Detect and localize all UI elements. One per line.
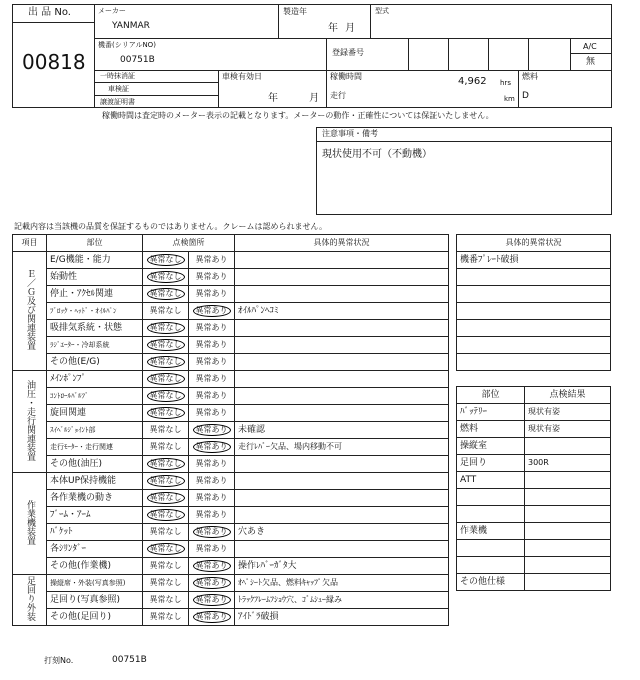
abnormal-cell — [189, 524, 235, 541]
distance-label: 走行 — [330, 91, 346, 100]
inspection-row — [13, 456, 449, 473]
abnormal-mark: 異常あり — [195, 340, 228, 349]
detail-cell: 走行ﾚﾊﾞｰ欠品、場内移動不可 — [235, 439, 449, 456]
abnormal-mark: 異常あり — [193, 526, 231, 538]
normal-cell — [143, 388, 189, 405]
transfer-cert-label: 譲渡証明書 — [100, 98, 135, 106]
part-cell: 本体UP保持機能 — [47, 473, 143, 490]
model-label: 型式 — [375, 7, 389, 15]
inspection-row — [13, 473, 449, 490]
abnormal-cell — [189, 354, 235, 371]
inspection-row — [13, 388, 449, 405]
check-part: ﾊﾞｯﾃﾘｰ — [457, 404, 525, 421]
detail-cell: ﾄﾗｯｸﾌﾚｰﾑﾌｼｮｳ穴、ｺﾞﾑｼｭｰ縁み — [235, 592, 449, 609]
detail-row — [457, 354, 611, 371]
header-item: 項目 — [13, 235, 47, 252]
inspection-row — [13, 541, 449, 558]
inspection-row — [13, 269, 449, 286]
check-result: 現状有姿 — [525, 421, 611, 438]
detail-cell — [235, 507, 449, 524]
abnormal-mark: 異常あり — [195, 289, 228, 298]
abnormal-cell — [189, 575, 235, 592]
abnormal-cell — [189, 388, 235, 405]
detail-cell — [235, 490, 449, 507]
abnormal-mark: 異常あり — [193, 577, 231, 589]
normal-mark: 異常なし — [147, 509, 185, 521]
inspection-row — [13, 354, 449, 371]
check-row — [457, 489, 611, 506]
detail-cell: ｱｲﾄﾞﾗ破損 — [235, 609, 449, 626]
group-name: 作業機装置 — [25, 499, 35, 545]
inspection-row — [13, 609, 449, 626]
check-row — [457, 421, 611, 438]
inspection-row — [13, 575, 449, 592]
normal-mark: 異常なし — [147, 254, 185, 266]
detail-cell — [235, 541, 449, 558]
check-row — [457, 472, 611, 489]
inspection-row — [13, 524, 449, 541]
detail-cell: ｵｲﾙﾊﾟﾝﾍｺﾐ — [235, 303, 449, 320]
part-cell: ﾊﾞｹｯﾄ — [47, 524, 143, 541]
normal-cell — [143, 558, 189, 575]
inspection-row — [13, 252, 449, 269]
check-row — [457, 523, 611, 540]
vehicle-cert-label: 車検証 — [108, 85, 129, 93]
normal-cell — [143, 337, 189, 354]
normal-mark: 異常なし — [147, 339, 185, 351]
part-cell: 各ｼﾘﾝﾀﾞｰ — [47, 541, 143, 558]
normal-mark: 異常なし — [149, 425, 182, 434]
normal-mark: 異常なし — [149, 527, 182, 536]
part-cell: ﾌﾞｰﾑ・ｱｰﾑ — [47, 507, 143, 524]
check-part: 燃料 — [457, 421, 525, 438]
group-name: 足回り外装 — [25, 576, 35, 621]
part-cell: その他(油圧) — [47, 456, 143, 473]
inspection-row — [13, 320, 449, 337]
inspection-table — [12, 234, 449, 626]
check-result: 300R — [525, 455, 611, 472]
detail-text: 機番ﾌﾟﾚｰﾄ破損 — [457, 252, 611, 269]
part-cell: 吸排気系統・状態 — [47, 320, 143, 337]
fuel-label: 燃料 — [522, 72, 538, 81]
part-cell: ﾗｼﾞｴｰﾀｰ・冷却系統 — [47, 337, 143, 354]
abnormal-mark: 異常あり — [193, 611, 231, 623]
abnormal-cell — [189, 456, 235, 473]
check-result: 現状有姿 — [525, 404, 611, 421]
check-part — [457, 506, 525, 523]
check-row — [457, 506, 611, 523]
abnormal-mark: 異常あり — [195, 459, 228, 468]
detail-text — [457, 303, 611, 320]
normal-cell — [143, 524, 189, 541]
detail-cell — [235, 354, 449, 371]
abnormal-cell — [189, 609, 235, 626]
inspection-row — [13, 303, 449, 320]
abnormal-mark: 異常あり — [193, 594, 231, 606]
part-cell: その他(足回り) — [47, 609, 143, 626]
check-part: 足回り — [457, 455, 525, 472]
detail-text — [457, 320, 611, 337]
check-row — [457, 438, 611, 455]
ac-label: A/C — [583, 42, 597, 51]
detail-cell — [235, 388, 449, 405]
reg-label: 登録番号 — [332, 48, 364, 57]
normal-cell — [143, 252, 189, 269]
inspection-row — [13, 558, 449, 575]
remarks-text: 現状使用不可（不動機） — [322, 149, 432, 160]
detail-cell: 穴あき — [235, 524, 449, 541]
check-result — [525, 472, 611, 489]
check-header-part: 部位 — [457, 387, 525, 404]
remarks-label: 注意事項・備考 — [322, 129, 378, 138]
hours-value: 4,962 — [458, 76, 487, 87]
normal-mark: 異常なし — [149, 442, 182, 451]
check-result — [525, 506, 611, 523]
detail-cell — [235, 371, 449, 388]
detail-cell — [235, 320, 449, 337]
normal-cell — [143, 490, 189, 507]
abnormal-cell — [189, 252, 235, 269]
part-cell: ﾒｲﾝﾎﾟﾝﾌﾟ — [47, 371, 143, 388]
check-results-table — [456, 386, 611, 591]
abnormal-mark: 異常あり — [193, 305, 231, 317]
fuel-value: D — [522, 91, 529, 101]
check-part: ATT — [457, 472, 525, 489]
normal-mark: 異常なし — [149, 612, 182, 621]
part-cell: 各作業機の動き — [47, 490, 143, 507]
abnormal-mark: 異常あり — [193, 441, 231, 453]
normal-mark: 異常なし — [147, 492, 185, 504]
check-result — [525, 438, 611, 455]
normal-cell — [143, 592, 189, 609]
check-part — [457, 557, 525, 574]
check-header-result: 点検結果 — [525, 387, 611, 404]
maker-value: YANMAR — [112, 21, 150, 31]
right-detail-table — [456, 234, 611, 371]
listing-no: 00818 — [22, 50, 86, 74]
detail-text — [457, 337, 611, 354]
abnormal-cell — [189, 558, 235, 575]
abnormal-cell — [189, 320, 235, 337]
hours-unit: hrs — [500, 79, 511, 87]
normal-cell — [143, 422, 189, 439]
inspection-label: 車検有効日 — [222, 72, 262, 81]
normal-cell — [143, 320, 189, 337]
part-cell: ｽｲﾍﾞﾙｼﾞｮｲﾝﾄ部 — [47, 422, 143, 439]
abnormal-cell — [189, 507, 235, 524]
inspection-suffix: 年 月 — [268, 93, 334, 104]
normal-cell — [143, 269, 189, 286]
detail-text — [457, 286, 611, 303]
part-cell: ﾌﾞﾛｯｸ・ﾍｯﾄﾞ・ｵｲﾙﾊﾟﾝ — [47, 303, 143, 320]
normal-mark: 異常なし — [147, 356, 185, 368]
inspection-header-row — [13, 235, 449, 252]
detail-row — [457, 286, 611, 303]
inspection-row — [13, 490, 449, 507]
normal-cell — [143, 507, 189, 524]
group-name: Ｅ／Ｇ及び関連装置 — [25, 269, 35, 350]
normal-mark: 異常なし — [147, 373, 185, 385]
inspection-row — [13, 286, 449, 303]
part-cell: 操縦席・外装(写真参照) — [47, 575, 143, 592]
abnormal-mark: 異常あり — [195, 476, 228, 485]
abnormal-cell — [189, 592, 235, 609]
abnormal-cell — [189, 371, 235, 388]
part-cell: 始動性 — [47, 269, 143, 286]
abnormal-cell — [189, 541, 235, 558]
part-cell: その他(作業機) — [47, 558, 143, 575]
normal-cell — [143, 303, 189, 320]
normal-cell — [143, 371, 189, 388]
detail-cell — [235, 405, 449, 422]
normal-cell — [143, 354, 189, 371]
part-cell: ｺﾝﾄﾛｰﾙﾊﾞﾙﾌﾞ — [47, 388, 143, 405]
check-part: 作業機 — [457, 523, 525, 540]
group-name: 油圧・走行関連装置 — [25, 379, 35, 461]
detail-cell: ｵﾍﾟｼｰﾄ欠品、燃料ｷｬｯﾌﾟ欠品 — [235, 575, 449, 592]
detail-text — [457, 354, 611, 371]
ac-value: 無 — [586, 57, 596, 67]
detail-row — [457, 252, 611, 269]
group-label — [13, 371, 47, 473]
check-row — [457, 557, 611, 574]
normal-mark: 異常なし — [147, 322, 185, 334]
check-row — [457, 404, 611, 421]
normal-mark: 異常なし — [147, 390, 185, 402]
check-result — [525, 540, 611, 557]
abnormal-cell — [189, 490, 235, 507]
detail-cell — [235, 456, 449, 473]
abnormal-mark: 異常あり — [195, 493, 228, 502]
normal-cell — [143, 541, 189, 558]
year-label: 製造年 — [283, 7, 307, 16]
check-part: その他仕様 — [457, 574, 525, 591]
check-result — [525, 574, 611, 591]
abnormal-cell — [189, 337, 235, 354]
abnormal-mark: 異常あり — [195, 510, 228, 519]
hours-notice: 稼働時間は査定時のメーター表示の記載となります。メーターの動作・正確性については保証いたしません。 — [102, 111, 494, 120]
group-label — [13, 473, 47, 575]
abnormal-cell — [189, 405, 235, 422]
abnormal-cell — [189, 439, 235, 456]
normal-cell — [143, 473, 189, 490]
normal-mark: 異常なし — [149, 561, 182, 570]
abnormal-mark: 異常あり — [195, 357, 228, 366]
serial-value: 00751B — [120, 55, 155, 65]
normal-cell — [143, 439, 189, 456]
inspection-row — [13, 422, 449, 439]
abnormal-mark: 異常あり — [193, 560, 231, 572]
normal-mark: 異常なし — [147, 543, 185, 555]
normal-mark: 異常なし — [147, 475, 185, 487]
detail-cell: 操作ﾚﾊﾞｰｶﾞﾀ大 — [235, 558, 449, 575]
normal-cell — [143, 286, 189, 303]
detail-header: 具体的異常状況 — [457, 235, 611, 252]
normal-cell — [143, 609, 189, 626]
listing-no-label: 出 品 No. — [28, 7, 71, 18]
abnormal-mark: 異常あり — [195, 408, 228, 417]
normal-mark: 異常なし — [147, 407, 185, 419]
temp-cert-label: 一時抹消証 — [100, 72, 135, 80]
maker-label: メーカー — [98, 7, 126, 15]
check-row — [457, 540, 611, 557]
abnormal-mark: 異常あり — [195, 255, 228, 264]
check-part — [457, 489, 525, 506]
inspection-row — [13, 337, 449, 354]
normal-cell — [143, 456, 189, 473]
detail-row — [457, 269, 611, 286]
detail-cell — [235, 269, 449, 286]
abnormal-mark: 異常あり — [195, 323, 228, 332]
normal-mark: 異常なし — [149, 578, 182, 587]
check-part — [457, 540, 525, 557]
part-cell: その他(E/G) — [47, 354, 143, 371]
group-label — [13, 575, 47, 626]
inspection-row — [13, 439, 449, 456]
detail-cell — [235, 473, 449, 490]
abnormal-cell — [189, 473, 235, 490]
part-cell: 停止・ｱｸｾﾙ関連 — [47, 286, 143, 303]
normal-mark: 異常なし — [147, 288, 185, 300]
normal-mark: 異常なし — [147, 458, 185, 470]
detail-row — [457, 320, 611, 337]
km-unit: km — [504, 95, 515, 103]
detail-row — [457, 337, 611, 354]
abnormal-cell — [189, 303, 235, 320]
abnormal-mark: 異常あり — [195, 544, 228, 553]
detail-cell — [235, 337, 449, 354]
header-part: 部位 — [47, 235, 143, 252]
inspection-row — [13, 507, 449, 524]
serial-label: 機番(シリアルNO) — [98, 41, 156, 49]
detail-text — [457, 269, 611, 286]
normal-cell — [143, 405, 189, 422]
normal-mark: 異常なし — [147, 271, 185, 283]
stamp-label: 打刻No. — [44, 656, 74, 665]
abnormal-cell — [189, 422, 235, 439]
part-cell: 旋回関連 — [47, 405, 143, 422]
part-cell: 走行ﾓｰﾀｰ・走行関連 — [47, 439, 143, 456]
check-row — [457, 574, 611, 591]
group-label — [13, 252, 47, 371]
normal-cell — [143, 575, 189, 592]
hours-label: 稼働時間 — [330, 72, 362, 81]
abnormal-mark: 異常あり — [195, 391, 228, 400]
year-suffix: 年 月 — [328, 23, 358, 34]
abnormal-mark: 異常あり — [195, 272, 228, 281]
disclaimer: 記載内容は当該機の品質を保証するものではありません。クレームは認められません。 — [14, 222, 327, 231]
check-row — [457, 455, 611, 472]
check-part: 操縦室 — [457, 438, 525, 455]
inspection-row — [13, 592, 449, 609]
check-result — [525, 523, 611, 540]
header-point: 点検箇所 — [143, 235, 235, 252]
abnormal-mark: 異常あり — [193, 424, 231, 436]
check-result — [525, 557, 611, 574]
detail-cell: 未確認 — [235, 422, 449, 439]
detail-cell — [235, 252, 449, 269]
normal-mark: 異常なし — [149, 306, 182, 315]
normal-mark: 異常なし — [149, 595, 182, 604]
part-cell: E/G機能・能力 — [47, 252, 143, 269]
detail-cell — [235, 286, 449, 303]
abnormal-cell — [189, 286, 235, 303]
header-detail: 具体的異常状況 — [235, 235, 449, 252]
inspection-row — [13, 405, 449, 422]
inspection-row — [13, 371, 449, 388]
check-result — [525, 489, 611, 506]
part-cell: 足回り(写真参照) — [47, 592, 143, 609]
abnormal-cell — [189, 269, 235, 286]
detail-row — [457, 303, 611, 320]
abnormal-mark: 異常あり — [195, 374, 228, 383]
stamp-value: 00751B — [112, 655, 147, 665]
